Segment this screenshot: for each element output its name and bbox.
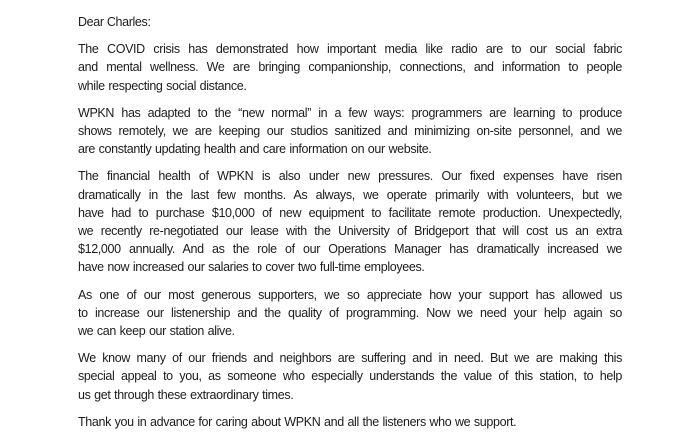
paragraph (78, 349, 622, 404)
paragraph-line: and mental wellness. We are bringing companionship, connections, and information to people (78, 60, 622, 75)
paragraph-line: The financial health of WPKN is also under new pressures. Our fixed expenses have risen (78, 169, 622, 184)
paragraph-line: WPKN has adapted to the “new normal” in a few ways: programmers are learning to produce (78, 105, 622, 120)
paragraph-line: The COVID crisis has demonstrated how important media like radio are to our social fabric (78, 42, 622, 57)
paragraph-line: have now increased our salaries to cover two full-time employees. (78, 260, 425, 275)
paragraph-line: dramatically in the last few months. As always, we operate primarily with volunteers, but we (78, 187, 622, 202)
paragraph-line: to increase our listenership and the quality of programming. Now we need your help again so (78, 305, 622, 320)
paragraph-line: are constantly updating health and care information on our website. (78, 142, 432, 157)
paragraph (78, 40, 622, 95)
paragraph (78, 167, 622, 276)
paragraph-line: have had to purchase $10,000 of new equipment to facilitate remote production. Unexpectedly, (78, 205, 622, 220)
paragraph-line: shows remotely, we are keeping our studios sanitized and minimizing on-site personnel, and we (78, 124, 622, 139)
paragraph-line: We know many of our friends and neighbors are suffering and in need. But we are making this (78, 351, 622, 366)
salutation: Dear Charles: (78, 15, 151, 29)
paragraph (78, 286, 622, 341)
paragraph-line: we can keep our station alive. (78, 324, 235, 339)
paragraph-line: special appeal to you, as someone who especially understands the value of this station, to help (78, 369, 622, 384)
paragraph (78, 104, 622, 159)
paragraph-line: Thank you in advance for caring about WPKN and all the listeners who we support. (78, 414, 517, 429)
paragraph-line: As one of our most generous supporters, we so appreciate how your support has allowed us (78, 287, 622, 302)
paragraph-line: while respecting social distance. (78, 78, 247, 93)
paragraph-line: we recently re-negotiated our lease with the University of Bridgeport that will cost us an extra (78, 224, 622, 239)
letter-body (78, 40, 622, 431)
paragraph-line: $12,000 annually. And as the role of our Operations Manager has dramatically increased we (78, 242, 622, 257)
paragraph-line: us get through these extraordinary times. (78, 387, 294, 402)
paragraph (78, 413, 622, 431)
